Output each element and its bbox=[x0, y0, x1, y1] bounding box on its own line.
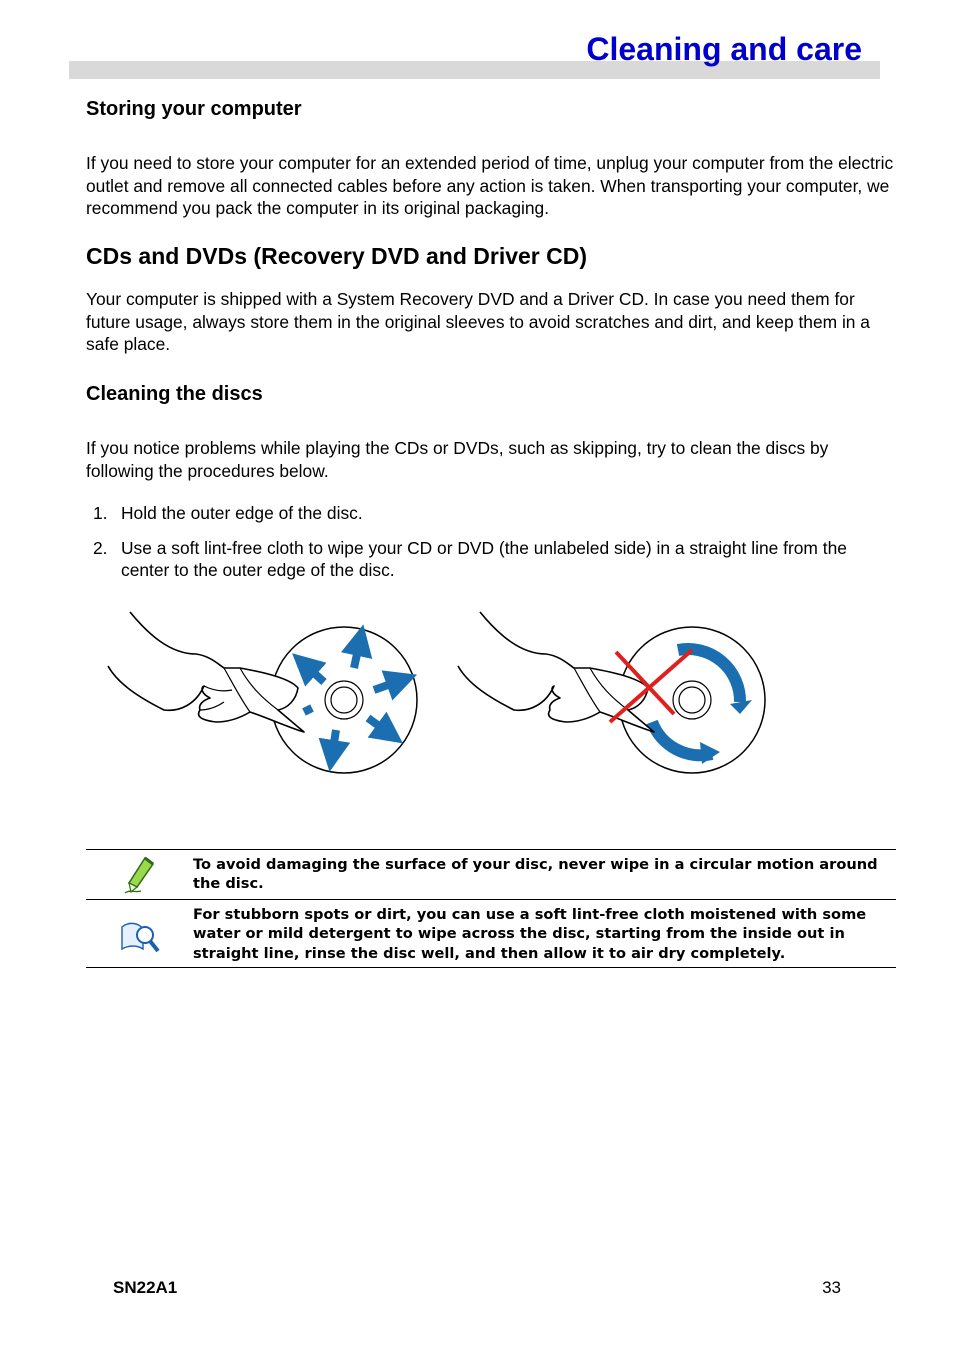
list-item bbox=[86, 502, 896, 525]
footer-model: SN22A1 bbox=[113, 1278, 178, 1297]
disc-hole bbox=[331, 687, 357, 713]
magnifier-tip-icon bbox=[86, 905, 193, 955]
note-text: To avoid damaging the surface of your disc, never wipe in a circular motion around the disc. bbox=[193, 856, 878, 893]
step-text: Use a soft lint-free cloth to wipe your CD or DVD (the unlabeled side) in a straight line from the center to the outer edge of the disc. bbox=[121, 537, 847, 581]
disc-hole bbox=[679, 687, 705, 713]
correct-wipe-figure bbox=[108, 612, 417, 773]
cds-heading: CDs and DVDs (Recovery DVD and Driver CD) bbox=[86, 243, 588, 269]
pencil-note-icon bbox=[86, 855, 193, 895]
cleaning-intro: If you notice problems while playing the CDs or DVDs, such as skipping, try to clean the discs by following the procedures below. bbox=[86, 438, 829, 481]
cleaning-steps bbox=[86, 502, 896, 582]
storing-heading: Storing your computer bbox=[86, 98, 302, 120]
step-number: 1. bbox=[93, 503, 108, 523]
hand-with-cloth bbox=[108, 612, 304, 732]
step-text: Hold the outer edge of the disc. bbox=[121, 503, 363, 523]
cleaning-heading: Cleaning the discs bbox=[86, 383, 263, 405]
cds-body: Your computer is shipped with a System Recovery DVD and a Driver CD. In case you need them for future usage, always store them in the original sleeves to avoid scratches and dirt, and keep them in a safe place. bbox=[86, 289, 870, 355]
page-number: 33 bbox=[822, 1278, 841, 1297]
notes-table bbox=[86, 849, 896, 968]
note-text: For stubborn spots or dirt, you can use a soft lint-free cloth moistened with some water or mild detergent to wipe across the disc, starting from the inside out in straight line, rinse the disc well, and then allow it to air dry completely. bbox=[193, 906, 867, 962]
note-row bbox=[86, 850, 896, 900]
disc-cleaning-illustration bbox=[100, 606, 780, 782]
step-number: 2. bbox=[93, 537, 108, 558]
note-row bbox=[86, 900, 896, 968]
incorrect-wipe-figure bbox=[458, 612, 765, 773]
list-item bbox=[86, 537, 896, 582]
chapter-title: Cleaning and care bbox=[586, 31, 862, 67]
storing-body: If you need to store your computer for an extended period of time, unplug your computer from the electric outlet and remove all connected cables before any action is taken. When transporting your computer, we recommend you pack the computer in its original packaging. bbox=[86, 153, 894, 219]
